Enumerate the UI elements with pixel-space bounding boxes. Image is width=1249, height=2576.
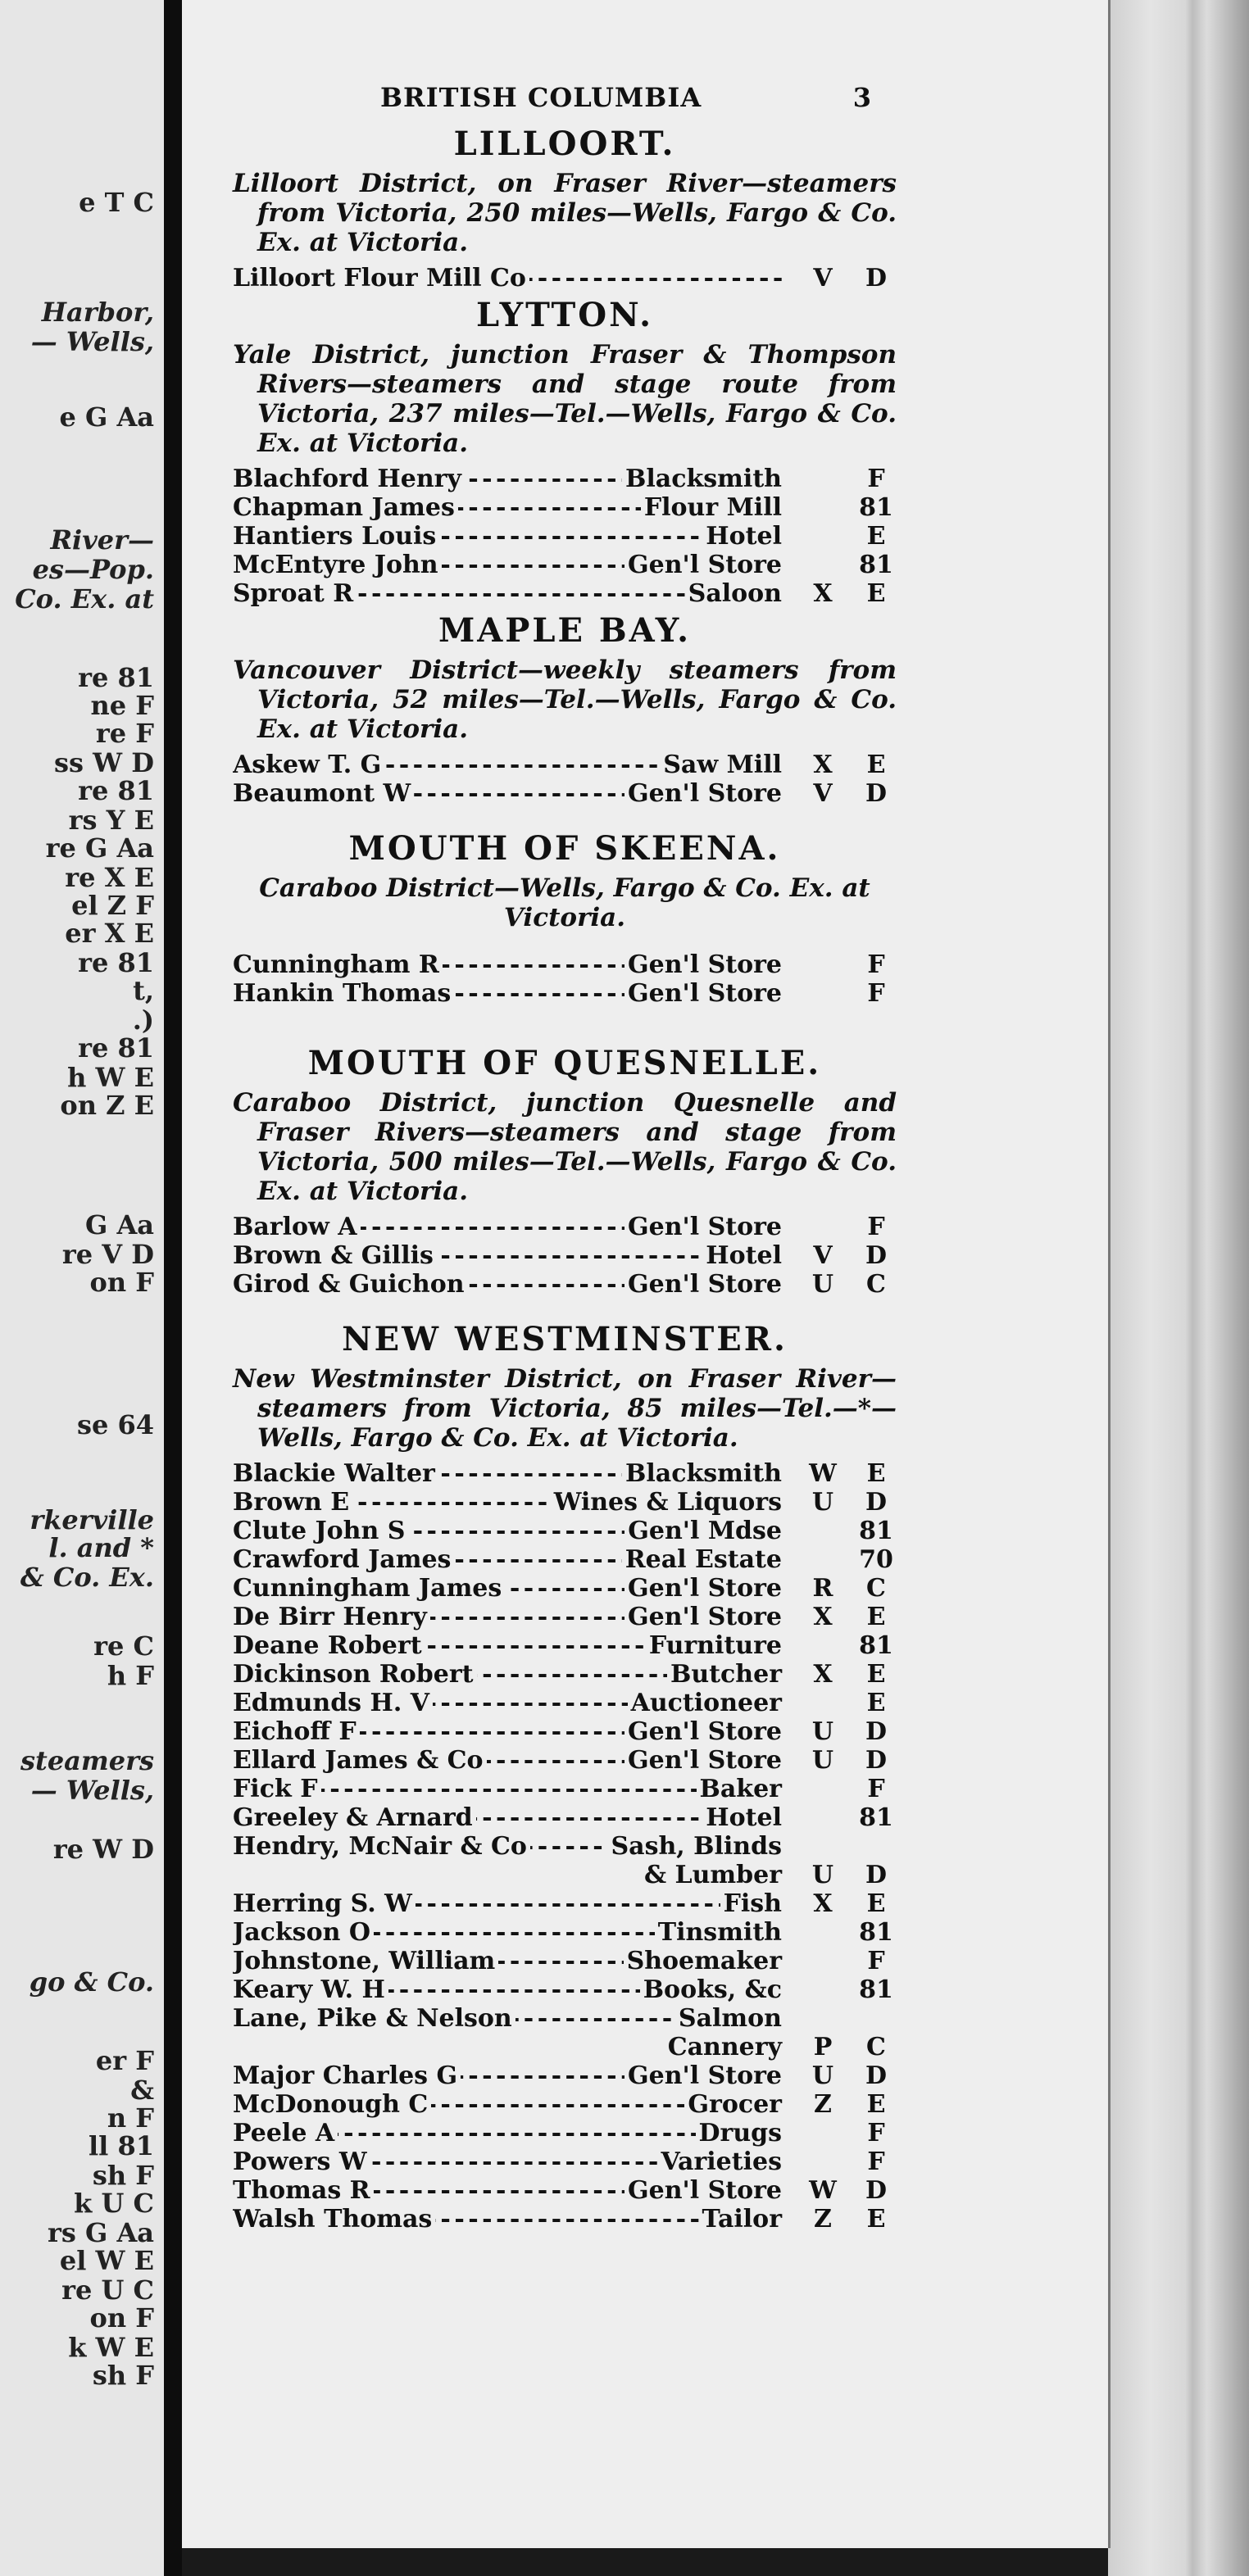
left-page-text: er X E	[65, 918, 154, 949]
entry-name: Hankin Thomas	[233, 979, 454, 1008]
entry-rating-credit: X	[813, 751, 833, 779]
entry-business: Gen'l Store	[624, 979, 782, 1008]
running-header-title: BRITISH COLUMBIA	[380, 82, 702, 113]
entry-rating-capital: 81	[859, 493, 893, 522]
entry-business: Gen'l Store	[624, 779, 782, 808]
directory-entry	[233, 1270, 897, 1299]
directory-entry	[233, 1241, 897, 1270]
left-page-text: on Z E	[60, 1090, 154, 1121]
town-heading: LYTTON.	[476, 296, 653, 334]
left-page-text: re X E	[65, 862, 154, 893]
entry-name: Ellard James & Co	[233, 1746, 487, 1775]
directory-entry	[233, 1889, 897, 1918]
entry-name: Walsh Thomas	[233, 2205, 435, 2234]
entry-rating-capital: F	[867, 950, 885, 979]
entry-business: Baker	[697, 1775, 782, 1803]
entry-name: Sproat R	[233, 579, 357, 608]
town-description: New Westminster District, on Fraser River—steamers from Victoria, 85 miles—Tel.—*—Wells, Fargo & Co. Ex. at Victoria.	[233, 1364, 897, 1453]
directory-entry	[233, 1517, 897, 1545]
entry-business: Gen'l Store	[624, 1717, 782, 1746]
directory-entry-continuation	[233, 2033, 897, 2061]
entry-rating-capital: E	[866, 2090, 886, 2119]
left-page-text: re 81	[78, 662, 154, 693]
left-page-text: re W D	[52, 1834, 154, 1865]
entry-name: Girod & Guichon	[233, 1270, 468, 1299]
left-page-text: rkerville	[30, 1504, 154, 1535]
entry-business: Tailor	[699, 2205, 783, 2234]
entry-business: Wines & Liquors	[551, 1488, 782, 1517]
left-page-text: e T C	[79, 187, 154, 218]
entry-name: Brown E	[233, 1488, 352, 1517]
left-page-text: re C	[93, 1630, 154, 1662]
town-heading: NEW WESTMINSTER.	[342, 1320, 788, 1358]
left-page-text: re G Aa	[45, 832, 154, 864]
entry-rating-capital: D	[865, 1488, 887, 1517]
left-page-text: se 64	[76, 1409, 154, 1440]
left-page-text: sh F	[92, 2360, 154, 2391]
entry-name: Major Charles G	[233, 2061, 461, 2090]
left-page-text: re F	[95, 718, 154, 749]
running-header	[233, 82, 897, 121]
entry-name: Askew T. G	[233, 751, 384, 779]
entry-rating-capital: F	[867, 1947, 885, 1975]
left-page-text: k W E	[68, 2332, 154, 2363]
directory-entry	[233, 1689, 897, 1717]
left-page-text: t,	[133, 975, 154, 1006]
entry-name: Fick F	[233, 1775, 321, 1803]
entry-rating-credit: V	[813, 264, 833, 293]
entry-rating-capital: E	[866, 2205, 886, 2234]
entry-rating-capital: F	[867, 2147, 885, 2176]
entry-name: Chapman James	[233, 493, 458, 522]
left-page-text: re 81	[78, 1032, 154, 1064]
directory-entry	[233, 2004, 897, 2033]
entry-business: Gen'l Store	[624, 1746, 782, 1775]
left-page-text: er F	[95, 2045, 154, 2076]
entry-business: Drugs	[696, 2119, 783, 2147]
entry-business: Gen'l Store	[624, 1574, 782, 1603]
entry-name: Edmunds H. V	[233, 1689, 433, 1717]
entry-name: Johnstone, William	[233, 1947, 498, 1975]
entry-rating-credit: Z	[814, 2205, 832, 2234]
entry-business: Gen'l Store	[624, 551, 782, 579]
entry-rating-credit: X	[813, 1889, 833, 1918]
entry-business: Blacksmith	[622, 1459, 782, 1488]
entry-business: Salmon	[675, 2004, 782, 2033]
directory-entry	[233, 1574, 897, 1603]
entry-name: Blackie Walter	[233, 1459, 438, 1488]
entry-name: Brown & Gillis	[233, 1241, 437, 1270]
directory-entry	[233, 1545, 897, 1574]
directory-entry	[233, 979, 897, 1008]
entry-rating-capital: E	[866, 1459, 886, 1488]
left-page-text: el W E	[59, 2245, 154, 2276]
directory-entry	[233, 751, 897, 779]
directory-entry	[233, 1631, 897, 1660]
entry-name: Thomas R	[233, 2176, 374, 2205]
entry-rating-capital: 81	[859, 1631, 893, 1660]
directory-entry	[233, 551, 897, 579]
entry-business: Gen'l Store	[624, 1270, 782, 1299]
left-page-text: — Wells,	[30, 326, 154, 357]
entry-rating-credit: U	[811, 1717, 834, 1746]
entry-rating-capital: 70	[859, 1545, 893, 1574]
page-number: 3	[852, 82, 872, 113]
entry-business: Saw Mill	[660, 751, 782, 779]
entry-rating-capital: F	[867, 1213, 885, 1241]
entry-rating-credit: U	[811, 1270, 834, 1299]
entry-rating-capital: 81	[859, 551, 893, 579]
entry-rating-credit: Z	[814, 2090, 832, 2119]
left-page-text: re U C	[61, 2274, 154, 2306]
town-heading: LILLOORT.	[453, 125, 676, 163]
directory-entry	[233, 1775, 897, 1803]
entry-name: Lane, Pike & Nelson	[233, 2004, 515, 2033]
left-page-text: h W E	[67, 1062, 154, 1093]
entry-rating-capital: D	[865, 1717, 887, 1746]
entry-rating-credit: V	[813, 779, 833, 808]
entry-business: Flour Mill	[641, 493, 782, 522]
entry-rating-capital: D	[865, 1241, 887, 1270]
directory-entry	[233, 2147, 897, 2176]
directory-entry	[233, 2176, 897, 2205]
left-page-text: River—	[50, 524, 154, 556]
entry-name: Deane Robert	[233, 1631, 425, 1660]
town-description: Vancouver District—weekly steamers from Victoria, 52 miles—Tel.—Wells, Fargo & Co. Ex. at Victoria.	[233, 655, 897, 744]
entry-rating-capital: 81	[859, 1918, 893, 1947]
entry-business: Gen'l Store	[624, 2061, 782, 2090]
directory-entry	[233, 1746, 897, 1775]
directory-entry	[233, 1213, 897, 1241]
entry-name: Lilloort Flour Mill Co	[233, 264, 529, 293]
entry-name: Eichoff F	[233, 1717, 360, 1746]
entry-business: Hotel	[702, 1241, 782, 1270]
left-page-text: .)	[132, 1005, 154, 1036]
left-page-text: l. and *	[48, 1532, 154, 1563]
entry-name: Barlow A	[233, 1213, 361, 1241]
entry-name: McDonough C	[233, 2090, 431, 2119]
entry-name: Hantiers Louis	[233, 522, 439, 551]
entry-rating-credit: X	[813, 579, 833, 608]
directory-entry	[233, 1717, 897, 1746]
directory-page	[182, 0, 1110, 2548]
town-description: Caraboo District, junction Quesnelle and Fraser Rivers—steamers and stage from Victoria, 500 miles—Tel.—Wells, Fargo & Co. Ex. at Victoria.	[233, 1088, 897, 1206]
left-page-text: ne F	[90, 690, 154, 721]
entry-rating-capital: 81	[859, 1803, 893, 1832]
directory-entry	[233, 2061, 897, 2090]
entry-rating-credit: R	[812, 1574, 833, 1603]
entry-name: De Birr Henry	[233, 1603, 430, 1631]
town-description: Yale District, junction Fraser & Thompson Rivers—steamers and stage route from Victoria, 237 miles—Tel.—Wells, Fargo & Co. Ex. at Victoria.	[233, 340, 897, 458]
entry-business: Gen'l Store	[624, 1603, 782, 1631]
entry-name: Crawford James	[233, 1545, 454, 1574]
entry-name: Greeley & Arnard	[233, 1803, 476, 1832]
town-description: Lilloort District, on Fraser River—steamers from Victoria, 250 miles—Wells, Fargo & Co. Ex. at Victoria.	[233, 169, 897, 257]
left-page-text: sh F	[92, 2160, 154, 2191]
entry-business-continued: Cannery	[667, 2033, 782, 2061]
directory-entry	[233, 1459, 897, 1488]
left-page-text: rs Y E	[68, 805, 154, 836]
directory-entry	[233, 1975, 897, 2004]
entry-rating-capital: F	[867, 979, 885, 1008]
directory-entry	[233, 465, 897, 493]
directory-entry	[233, 1832, 897, 1861]
entry-business: Auctioneer	[628, 1689, 782, 1717]
left-page-fragment	[0, 0, 164, 2576]
entry-rating-credit: U	[811, 1861, 834, 1889]
entry-rating-capital: C	[866, 1574, 886, 1603]
entry-rating-capital: D	[865, 1746, 887, 1775]
entry-rating-credit: W	[809, 2176, 837, 2205]
book-gutter	[164, 0, 182, 2576]
entry-business: Gen'l Store	[624, 1213, 782, 1241]
entry-business: Tinsmith	[655, 1918, 782, 1947]
entry-name: McEntyre John	[233, 551, 442, 579]
directory-entry	[233, 1660, 897, 1689]
entry-business: Sash, Blinds	[607, 1832, 782, 1861]
entry-rating-capital: D	[865, 1861, 887, 1889]
entry-rating-capital: E	[866, 751, 886, 779]
directory-entry	[233, 2119, 897, 2147]
entry-rating-credit: U	[811, 1746, 834, 1775]
directory-entry	[233, 579, 897, 608]
entry-business: Butcher	[667, 1660, 782, 1689]
left-page-text: re 81	[78, 947, 154, 978]
left-page-text: ss W D	[54, 747, 154, 778]
town-heading: MOUTH OF SKEENA.	[348, 829, 781, 868]
entry-rating-capital: E	[866, 522, 886, 551]
left-page-text: go & Co.	[29, 1966, 154, 1998]
left-page-text: G Aa	[84, 1209, 154, 1240]
left-page-text: h F	[107, 1660, 154, 1691]
entry-business: Gen'l Mdse	[624, 1517, 782, 1545]
left-page-text: ll 81	[89, 2130, 154, 2161]
directory-entry	[233, 1488, 897, 1517]
left-page-text: on F	[89, 2302, 154, 2333]
left-page-text: e G Aa	[59, 401, 154, 433]
entry-rating-credit: X	[813, 1660, 833, 1689]
entry-name: Cunningham James	[233, 1574, 505, 1603]
page-edges	[1108, 0, 1249, 2576]
town-description: Caraboo District—Wells, Fargo & Co. Ex. at Victoria.	[259, 873, 870, 932]
entry-rating-capital: E	[866, 1603, 886, 1631]
left-page-text: el Z F	[71, 890, 154, 921]
entry-rating-capital: E	[866, 1889, 886, 1918]
entry-rating-capital: E	[866, 1660, 886, 1689]
entry-business: Gen'l Store	[624, 2176, 782, 2205]
left-page-text: re 81	[78, 775, 154, 806]
entry-name: Blachford Henry	[233, 465, 465, 493]
directory-entry	[233, 1803, 897, 1832]
left-page-text: re V D	[61, 1239, 154, 1270]
entry-rating-capital: D	[865, 2176, 887, 2205]
entry-rating-capital: D	[865, 264, 887, 293]
left-page-text: &	[130, 2075, 154, 2106]
entry-name: Dickinson Robert	[233, 1660, 477, 1689]
left-page-text: steamers	[20, 1745, 154, 1776]
directory-entry	[233, 493, 897, 522]
entry-business: Gen'l Store	[624, 950, 782, 979]
directory-entry	[233, 950, 897, 979]
entry-business: Varieties	[658, 2147, 782, 2176]
entry-rating-capital: 81	[859, 1517, 893, 1545]
left-page-text: es—Pop.	[32, 554, 154, 585]
entry-rating-capital: C	[866, 2033, 886, 2061]
entry-rating-capital: F	[867, 2119, 885, 2147]
town-heading: MOUTH OF QUESNELLE.	[307, 1044, 822, 1082]
directory-entry	[233, 2205, 897, 2234]
town-heading: MAPLE BAY.	[438, 611, 692, 650]
entry-name: Jackson O	[233, 1918, 374, 1947]
entry-name: Herring S. W	[233, 1889, 416, 1918]
left-page-text: & Co. Ex.	[20, 1562, 154, 1593]
entry-name: Hendry, McNair & Co	[233, 1832, 530, 1861]
entry-name: Powers W	[233, 2147, 370, 2176]
left-page-text: rs G Aa	[47, 2217, 154, 2248]
entry-rating-credit: U	[811, 1488, 834, 1517]
entry-rating-credit: P	[813, 2033, 833, 2061]
entry-business: Shoemaker	[624, 1947, 782, 1975]
directory-entry	[233, 522, 897, 551]
left-page-text: Harbor,	[41, 297, 154, 328]
left-page-text: k U C	[74, 2188, 154, 2219]
town-sections	[233, 125, 897, 2234]
entry-rating-credit: U	[811, 2061, 834, 2090]
directory-entry	[233, 264, 897, 293]
entry-rating-capital: F	[867, 465, 885, 493]
left-page-text: n F	[107, 2102, 154, 2134]
directory-entry	[233, 1603, 897, 1631]
entry-name: Beaumont W	[233, 779, 414, 808]
left-page-text: on F	[89, 1267, 154, 1298]
entry-rating-capital: D	[865, 779, 887, 808]
entry-business: Hotel	[702, 522, 782, 551]
directory-entry-continuation	[233, 1861, 897, 1889]
entry-rating-credit: V	[813, 1241, 833, 1270]
entry-business: Saloon	[685, 579, 782, 608]
entry-business: Fish	[720, 1889, 782, 1918]
page-content	[233, 82, 897, 2234]
directory-entry	[233, 1918, 897, 1947]
entry-business: Grocer	[684, 2090, 782, 2119]
entry-business: Furniture	[646, 1631, 782, 1660]
entry-name: Clute John S	[233, 1517, 408, 1545]
entry-rating-credit: X	[813, 1603, 833, 1631]
left-page-text: — Wells,	[30, 1775, 154, 1806]
entry-rating-capital: D	[865, 2061, 887, 2090]
entry-rating-capital: F	[867, 1775, 885, 1803]
entry-rating-capital: E	[866, 1689, 886, 1717]
directory-entry	[233, 1947, 897, 1975]
entry-rating-credit: W	[809, 1459, 837, 1488]
entry-business: Real Estate	[622, 1545, 782, 1574]
entry-name: Peele A	[233, 2119, 338, 2147]
directory-entry	[233, 779, 897, 808]
entry-rating-capital: 81	[859, 1975, 893, 2004]
entry-name: Cunningham R	[233, 950, 443, 979]
entry-business: Books, &c	[640, 1975, 782, 2004]
directory-entry	[233, 2090, 897, 2119]
entry-business-continued: & Lumber	[643, 1861, 782, 1889]
entry-business: Blacksmith	[622, 465, 782, 493]
entry-business: Hotel	[702, 1803, 782, 1832]
left-page-text: Co. Ex. at	[15, 583, 154, 615]
entry-rating-capital: C	[866, 1270, 886, 1299]
entry-rating-capital: E	[866, 579, 886, 608]
entry-name: Keary W. H	[233, 1975, 388, 2004]
